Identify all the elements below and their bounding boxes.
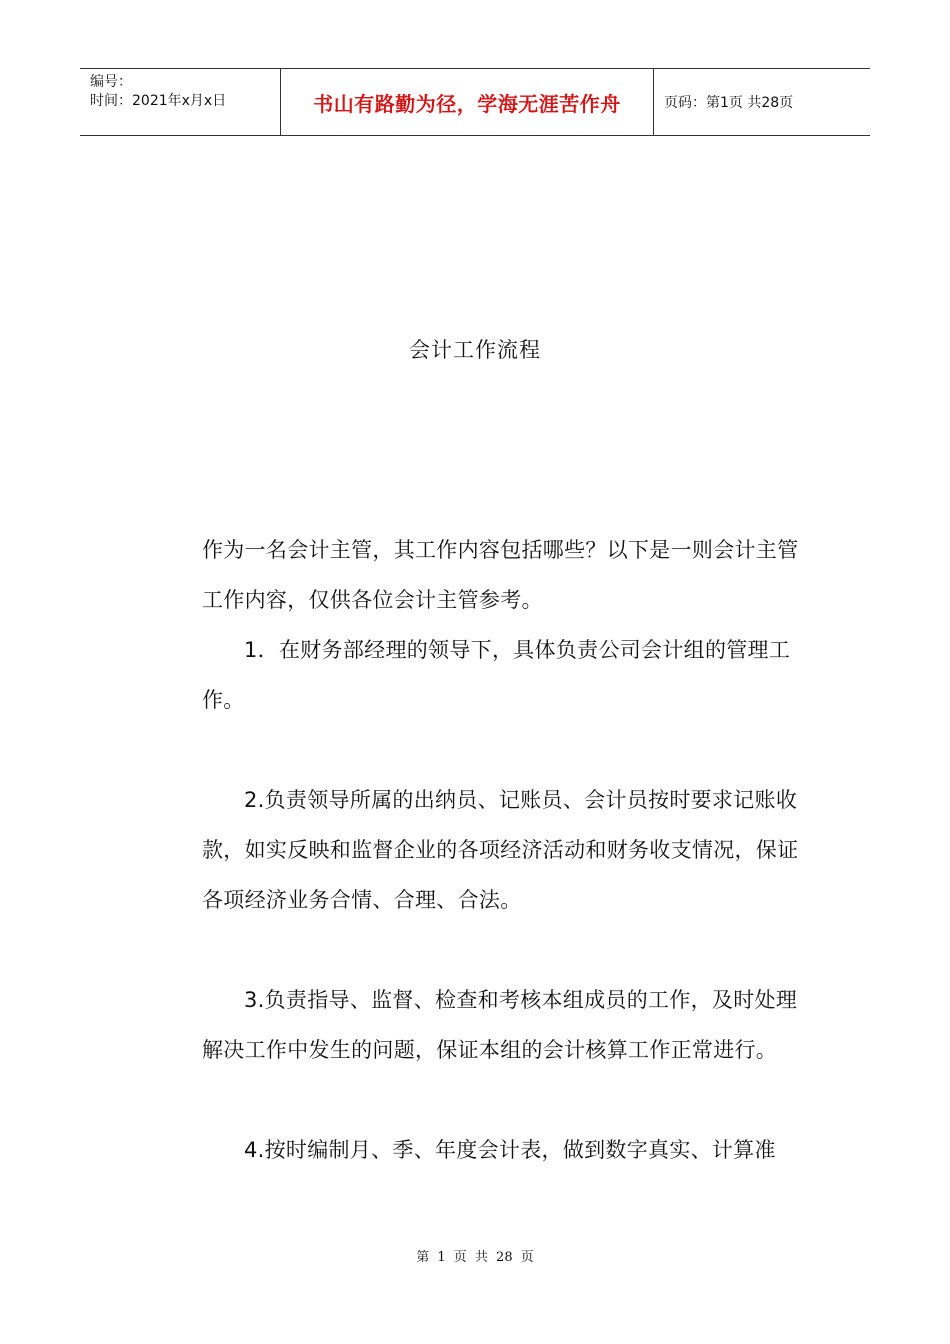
intro-paragraph: 作为一名会计主管，其工作内容包括哪些？以下是一则会计主管工作内容，仅供各位会计主管参考。 [202, 538, 799, 612]
list-item: 3.负责指导、监督、检查和考核本组成员的工作，及时处理解决工作中发生的问题，保证本组的会计核算工作正常进行。 [202, 988, 798, 1062]
document-number-label: 编号： [90, 74, 132, 90]
header-motto: 书山有路勤为径，学海无涯苦作舟 [281, 69, 654, 135]
document-date: 时间：2021年x月x日 [90, 93, 227, 109]
list-item: 2.负责领导所属的出纳员、记账员、会计员按时要求记账收款，如实反映和监督企业的各项经济活动和财务收支情况，保证各项经济业务合情、合理、合法。 [202, 788, 799, 912]
document-body [202, 525, 808, 1225]
header-page-info: 页码：第1页 共28页 [664, 95, 794, 111]
list-item: 1．在财务部经理的领导下，具体负责公司会计组的管理工作。 [202, 638, 791, 712]
page-footer: 第 1 页 共 28 页 [416, 1250, 534, 1265]
page-header [80, 68, 870, 136]
header-meta [80, 69, 281, 135]
document-title: 会计工作流程 [409, 338, 541, 362]
list-item: 4.按时编制月、季、年度会计表，做到数字真实、计算准 [244, 1138, 776, 1162]
